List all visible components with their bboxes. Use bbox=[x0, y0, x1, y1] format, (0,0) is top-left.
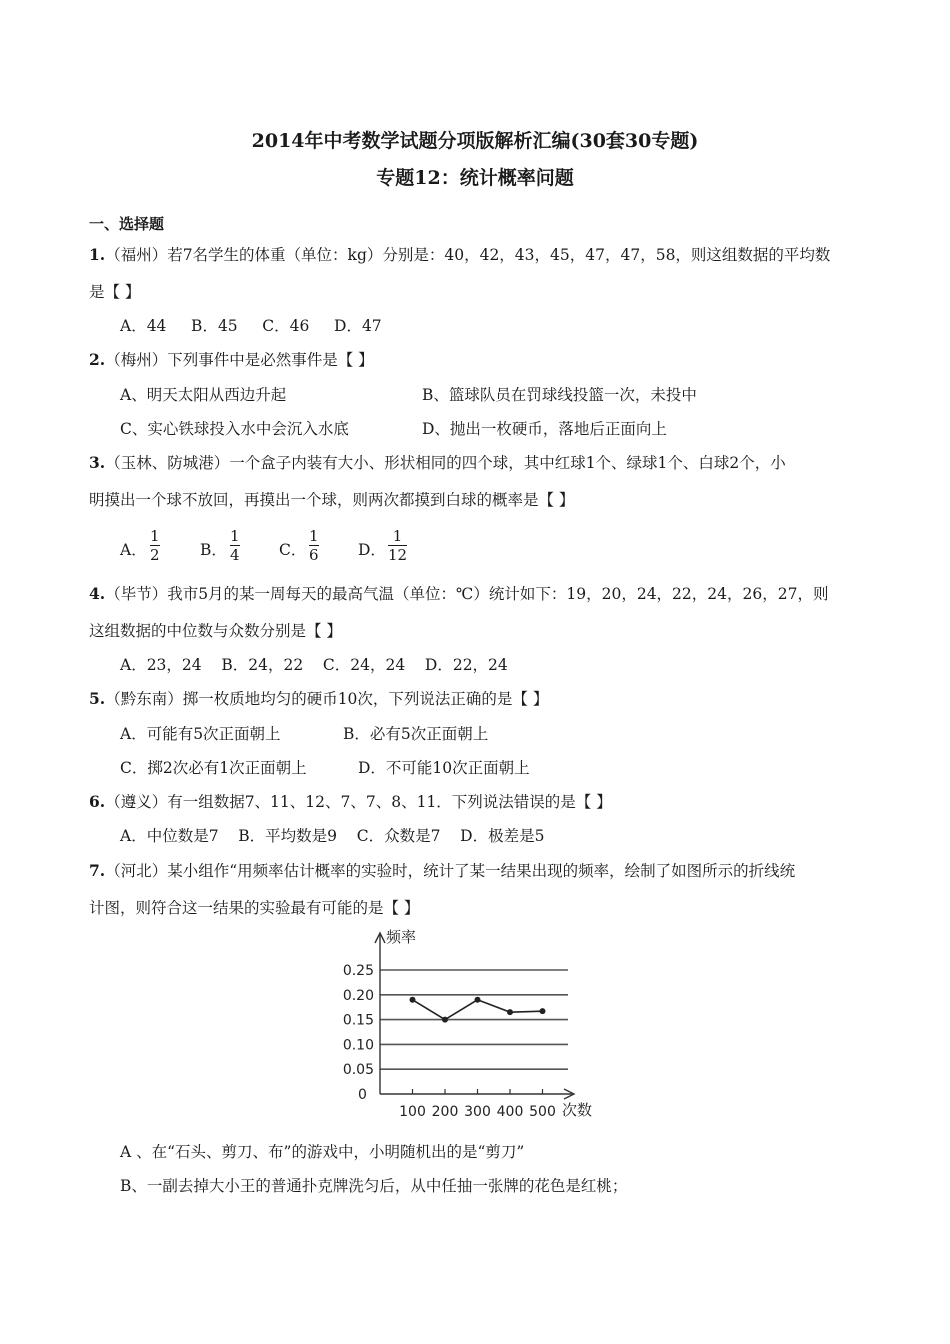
question-5-option-b: B．必有5次正面朝上 bbox=[343, 725, 489, 743]
question-number: 7. bbox=[89, 861, 106, 880]
question-text: （玉林、防城港）一个盒子内装有大小、形状相同的四个球，其中红球1个、绿球1个、白球2个，小 bbox=[105, 454, 786, 472]
data-point bbox=[442, 1017, 448, 1023]
option-c-label: C． bbox=[279, 541, 307, 559]
question-5-option-c: C．掷2次必有1次正面朝上 bbox=[120, 759, 307, 777]
x-tick-label: 500 bbox=[529, 1104, 556, 1120]
question-text: （福州）若7名学生的体重（单位：kg）分别是：40，42，43，45，47，47，58，则这组数据的平均数 bbox=[105, 246, 831, 264]
question-3 bbox=[89, 453, 786, 473]
question-text: （毕节）我市5月的某一周每天的最高气温（单位：℃）统计如下：19，20，24，22，24，26，27，则 bbox=[105, 585, 829, 603]
fraction-d bbox=[388, 527, 407, 564]
numerator: 1 bbox=[230, 527, 240, 545]
origin-label: 0 bbox=[358, 1087, 367, 1103]
question-7-cont: 计图，则符合这一结果的实验最有可能的是【 】 bbox=[89, 899, 420, 917]
data-point bbox=[540, 1008, 546, 1014]
question-4 bbox=[89, 584, 828, 604]
question-text: （河北）某小组作“用频率估计概率的实验时，统计了某一结果出现的频率，绘制了如图所示的折线统 bbox=[105, 862, 796, 880]
data-point bbox=[410, 997, 416, 1003]
question-7 bbox=[89, 861, 795, 881]
question-2-option-a: A、明天太阳从西边升起 bbox=[120, 386, 287, 404]
denominator: 2 bbox=[150, 546, 160, 564]
question-number: 1. bbox=[89, 245, 106, 264]
x-tick-label: 400 bbox=[496, 1104, 524, 1120]
question-number: 4. bbox=[89, 584, 106, 603]
question-number: 6. bbox=[89, 792, 106, 811]
option-b-label: B． bbox=[200, 541, 227, 559]
question-5 bbox=[89, 689, 548, 709]
option-a-label: A． bbox=[120, 541, 147, 559]
question-5-option-a: A．可能有5次正面朝上 bbox=[120, 725, 281, 743]
y-tick-label: 0.20 bbox=[342, 987, 374, 1004]
question-4-cont: 这组数据的中位数与众数分别是【 】 bbox=[89, 622, 342, 640]
question-text: （遵义）有一组数据7、11、12、7、7、8、11．下列说法错误的是【 】 bbox=[105, 793, 612, 811]
y-tick-label: 0.10 bbox=[342, 1037, 374, 1054]
x-tick-label: 200 bbox=[431, 1104, 459, 1120]
question-1-cont: 是【 】 bbox=[89, 283, 141, 301]
y-tick-label: 0.25 bbox=[342, 963, 374, 979]
x-tick-label: 300 bbox=[464, 1104, 491, 1120]
question-7-option-a: A 、在“石头、剪刀、布”的游戏中，小明随机出的是“剪刀” bbox=[120, 1143, 525, 1161]
data-point bbox=[475, 997, 481, 1003]
question-text: （黔东南）掷一枚质地均匀的硬币10次，下列说法正确的是【 】 bbox=[105, 690, 549, 708]
frequency-line-chart bbox=[330, 925, 620, 1120]
question-number: 3. bbox=[89, 453, 106, 472]
question-2-option-d: D、抛出一枚硬币，落地后正面向上 bbox=[422, 420, 667, 438]
section-heading: 一、选择题 bbox=[89, 215, 165, 233]
question-6 bbox=[89, 792, 612, 812]
denominator: 4 bbox=[230, 546, 240, 564]
question-3-cont: 明摸出一个球不放回，再摸出一个球，则两次都摸到白球的概率是【 】 bbox=[89, 491, 575, 509]
data-point bbox=[507, 1009, 513, 1015]
fraction-c bbox=[309, 527, 319, 564]
question-7-option-b: B、一副去掉大小王的普通扑克牌洗匀后，从中任抽一张牌的花色是红桃； bbox=[120, 1177, 628, 1195]
denominator: 6 bbox=[309, 546, 319, 564]
question-6-options: A．中位数是7 B．平均数是9 C．众数是7 D．极差是5 bbox=[120, 827, 545, 845]
question-2 bbox=[89, 350, 374, 370]
y-axis-label: 频率 bbox=[386, 928, 417, 946]
question-number: 2. bbox=[89, 350, 106, 369]
numerator: 1 bbox=[150, 527, 160, 545]
question-1 bbox=[89, 245, 830, 265]
y-tick-label: 0.05 bbox=[342, 1062, 374, 1079]
fraction-b bbox=[230, 527, 240, 564]
option-d-label: D． bbox=[358, 541, 386, 559]
question-2-option-b: B、篮球队员在罚球线投篮一次，未投中 bbox=[422, 386, 697, 404]
question-4-options: A．23，24 B．24，22 C．24，24 D．22，24 bbox=[120, 656, 508, 674]
y-tick-label: 0.15 bbox=[342, 1012, 374, 1029]
question-number: 5. bbox=[89, 689, 106, 708]
document-title: 2014年中考数学试题分项版解析汇编(30套30专题) bbox=[251, 130, 699, 152]
x-tick-label: 100 bbox=[399, 1104, 426, 1120]
document-subtitle: 专题12：统计概率问题 bbox=[376, 167, 574, 189]
question-2-option-c: C、实心铁球投入水中会沉入水底 bbox=[120, 420, 349, 438]
question-5-option-d: D．不可能10次正面朝上 bbox=[358, 759, 530, 777]
question-text: （梅州）下列事件中是必然事件是【 】 bbox=[105, 351, 374, 369]
denominator: 12 bbox=[388, 546, 408, 564]
x-axis-label: 次数 bbox=[562, 1101, 593, 1119]
numerator: 1 bbox=[392, 527, 403, 545]
question-1-options: A．44 B．45 C．46 D．47 bbox=[120, 317, 382, 335]
fraction-a bbox=[150, 527, 160, 564]
numerator: 1 bbox=[309, 527, 319, 545]
